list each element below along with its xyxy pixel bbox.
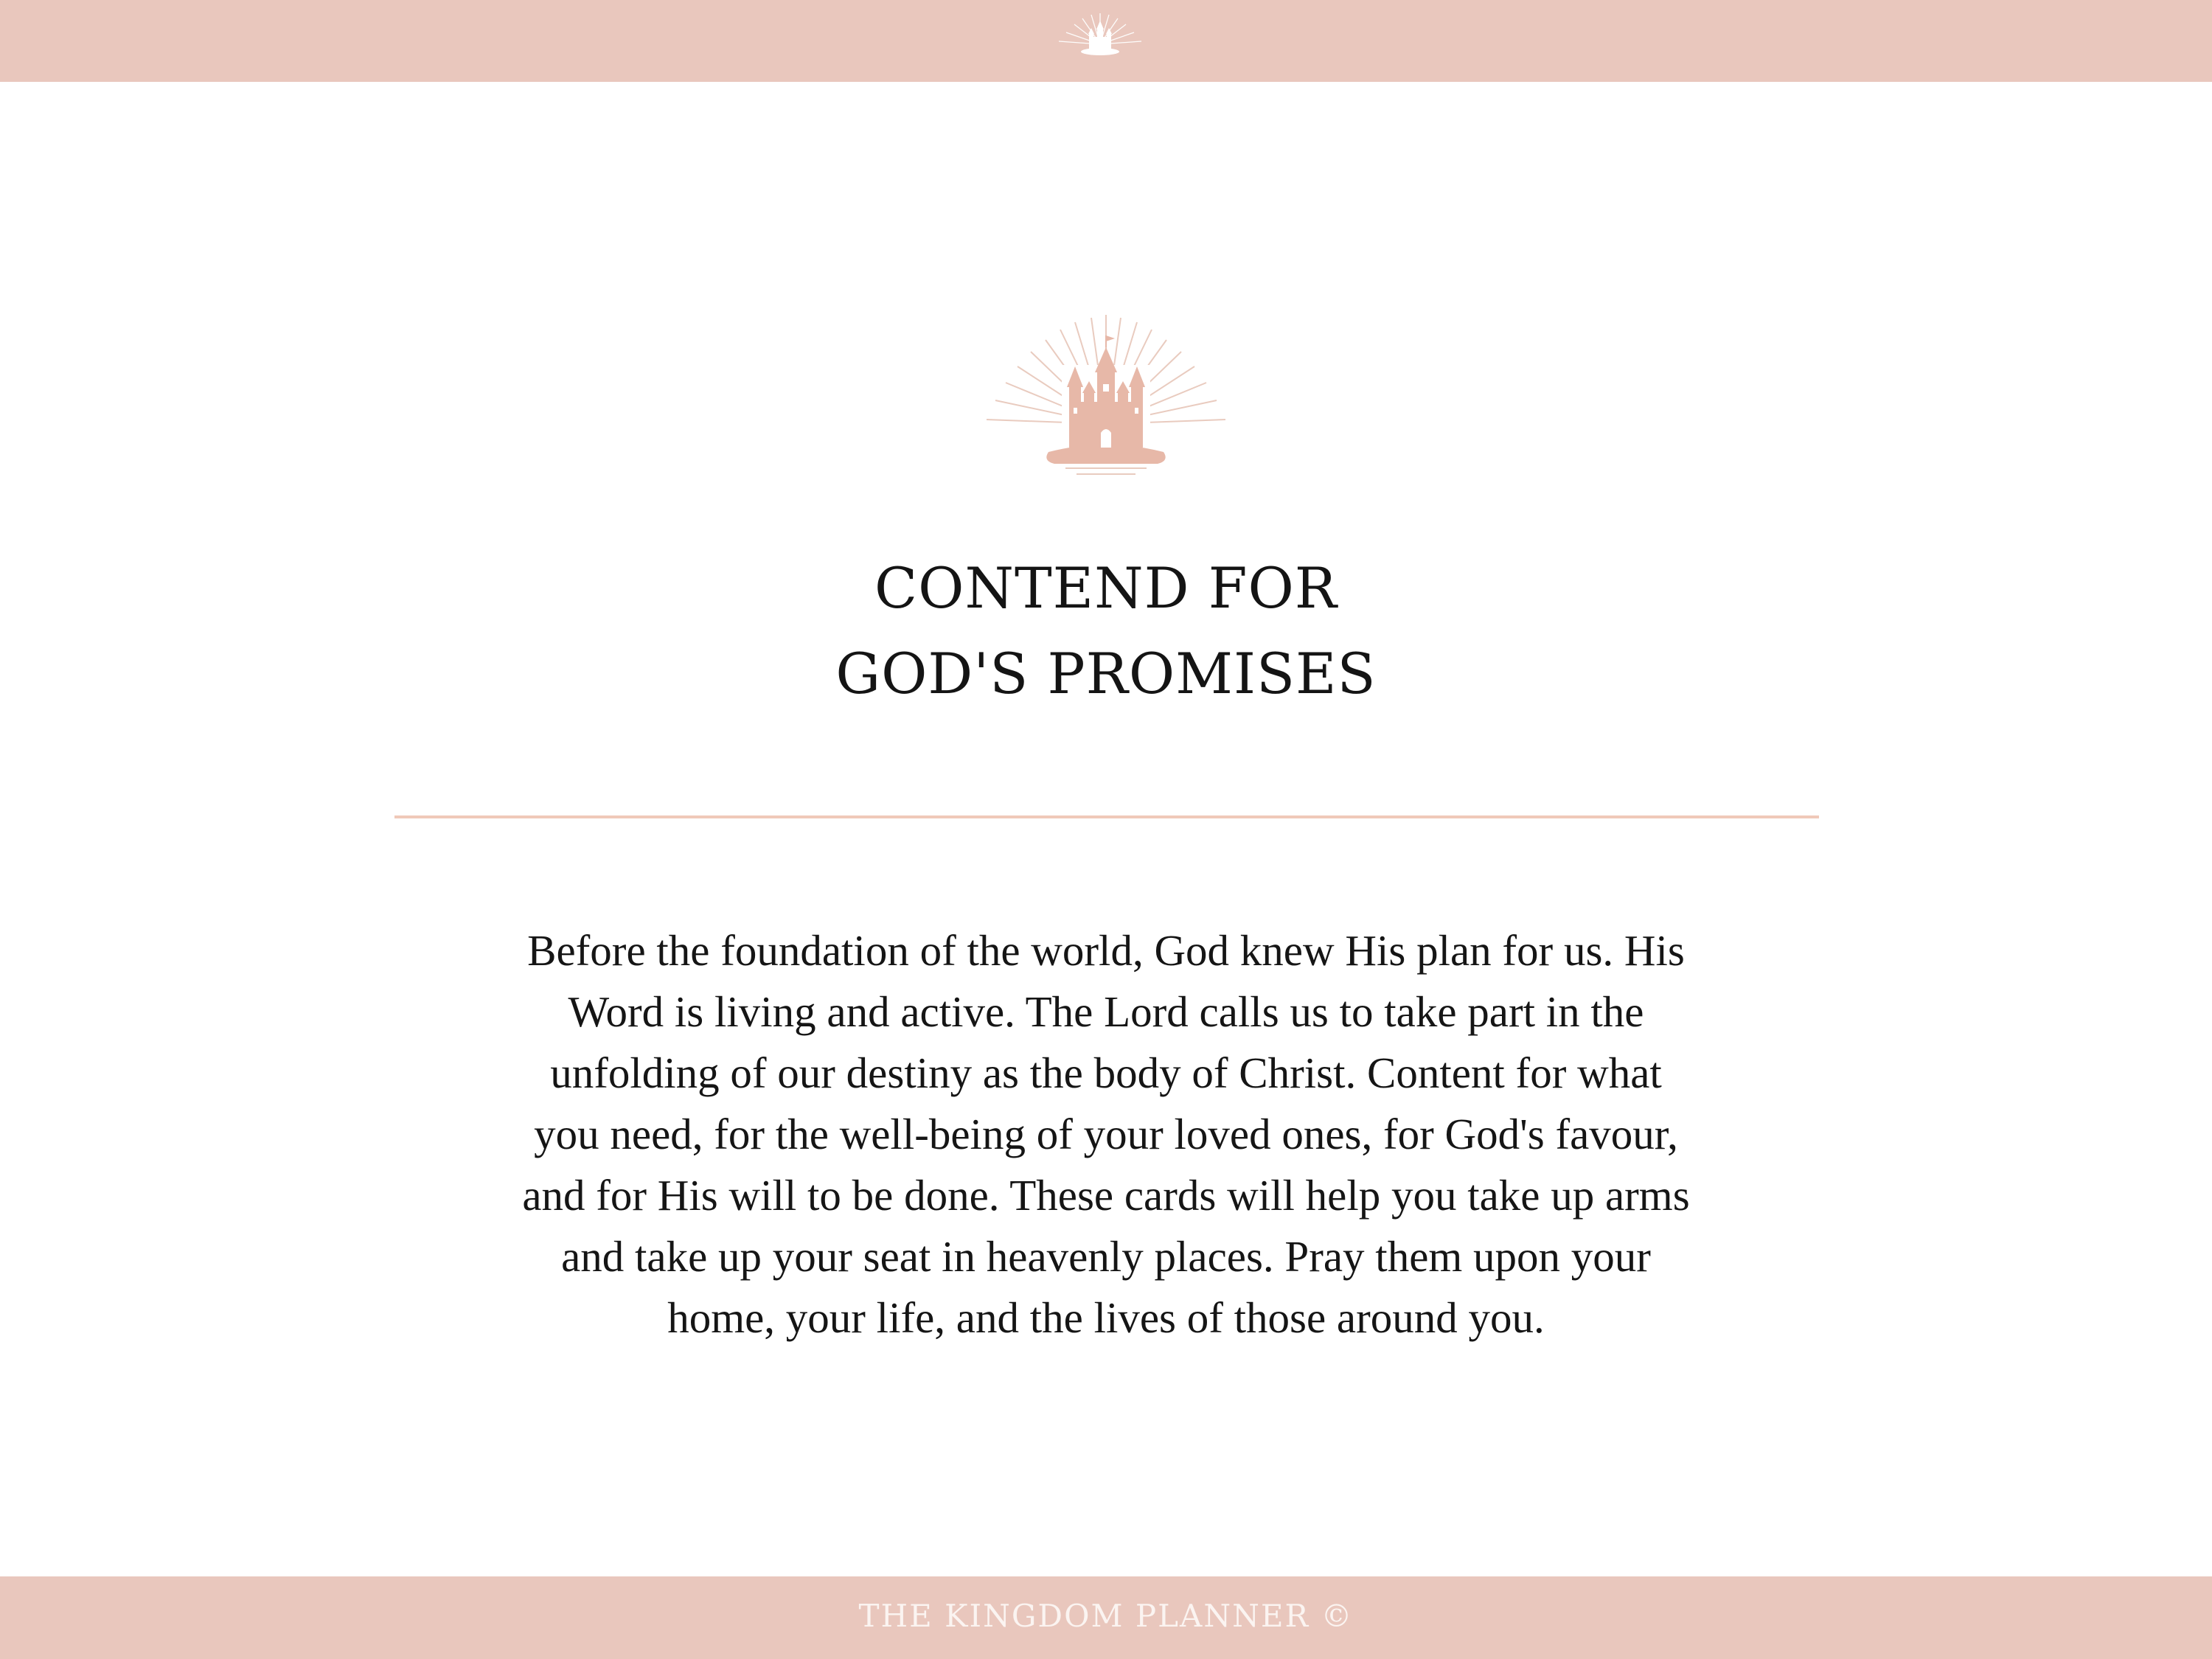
divider <box>394 815 1819 818</box>
title-line: CONTEND FOR <box>874 555 1338 621</box>
title-line: GOD'S PROMISES <box>835 641 1377 706</box>
paragraph-line: and take up your seat in heavenly places. Pray them upon your <box>561 1232 1651 1281</box>
description-paragraph <box>413 920 1799 1349</box>
castle-sunburst-icon <box>1054 12 1146 65</box>
castle-sunburst-icon <box>981 313 1231 476</box>
paragraph-line: Before the foundation of the world, God knew His plan for us. His <box>527 926 1685 975</box>
footer-brand: THE KINGDOM PLANNER © <box>858 1598 1354 1634</box>
paragraph-line: home, your life, and the lives of those around you. <box>667 1293 1545 1342</box>
paragraph-line: you need, for the well-being of your loved ones, for God's favour, <box>534 1110 1678 1158</box>
paragraph-line: and for His will to be done. These cards will help you take up arms <box>522 1171 1690 1220</box>
paragraph-line: unfolding of our destiny as the body of Christ. Content for what <box>550 1048 1662 1097</box>
paragraph-line: Word is living and active. The Lord calls us to take part in the <box>568 987 1644 1036</box>
header-bar <box>0 0 2212 82</box>
page-title <box>0 546 2212 717</box>
